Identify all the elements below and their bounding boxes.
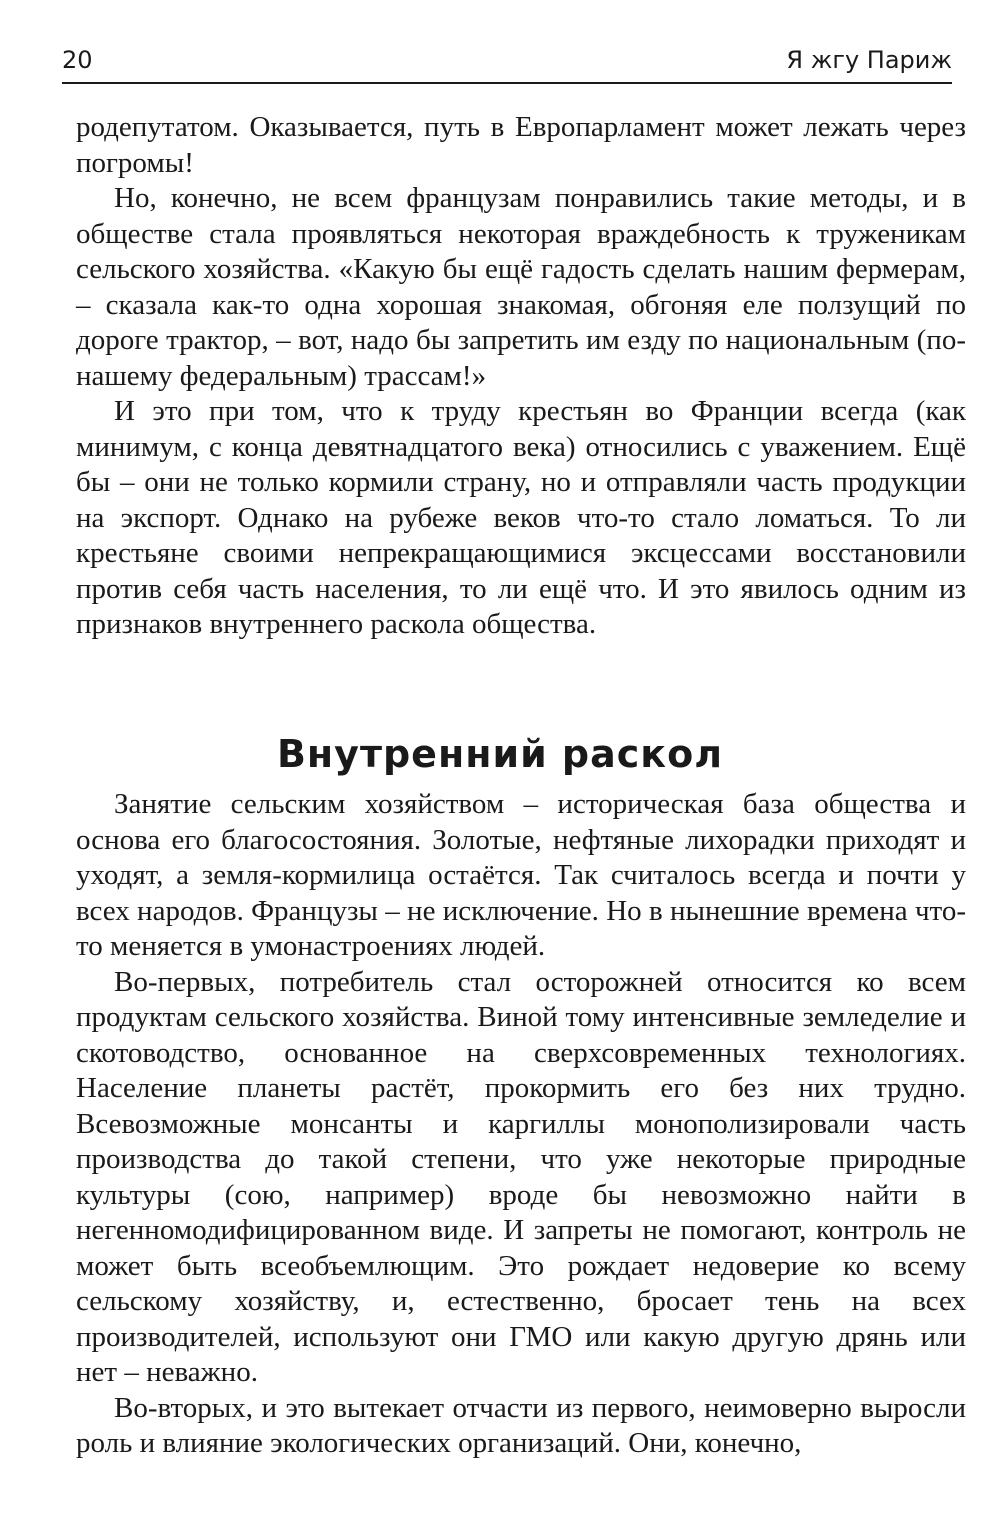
paragraph: Занятие сельским хозяйством – историческая база общества и основа его благосостояния. Золотые, нефтяные лихорадки приходят и уходят, а земля-кормилица остаётся. Так считалось всегда и почти у всех народов. Французы – не исключение. Но в нынешние времена что-то меняется в умонастроениях людей. <box>76 788 966 962</box>
text-block-top <box>76 110 966 643</box>
paragraph: И это при том, что к труду крестьян во Франции всегда (как минимум, с конца девятнадцатого века) относились с уважением. Ещё бы – они не только кормили страну, но и отправляли часть продукции на экспорт. Однако на рубеже веков что-то стало ломаться. То ли крестьяне своими непрекращающимися эксцессами восстановили против себя часть населения, то ли ещё что. И это явилось одним из признаков внутреннего раскола общества. <box>76 395 966 640</box>
section-heading: Внутренний раскол <box>276 731 724 776</box>
running-header <box>62 40 952 84</box>
paragraph: Но, конечно, не всем французам понравились такие методы, и в обществе стала проявляться некоторая враждебность к труженикам сельского хозяйства. «Какую бы ещё гадость сделать нашим фермерам, – сказала как-то одна хорошая знакомая, обгоняя еле ползущий по дороге трактор, – вот, надо бы запретить им езду по национальным (по-нашему федеральным) трассам!» <box>76 182 966 392</box>
running-title: Я жгу Париж <box>786 46 952 74</box>
paragraph: Во-вторых, и это вытекает отчасти из первого, неимоверно выросли роль и влияние экологических организаций. Они, конечно, <box>76 1391 966 1459</box>
text-block-bottom <box>76 787 966 1462</box>
page-number: 20 <box>62 46 93 74</box>
paragraph: Во-первых, потребитель стал осторожней относится ко всем продуктам сельского хозяйства. Виной тому интенсивные земледелие и скотоводство, основанное на сверхсовременных технологиях. Население планеты растёт, прокормить его без них трудно. Всевозможные монсанты и каргиллы монополизировали часть производства до такой степени, что уже некоторые природные культуры (сою, например) вроде бы невозможно найти в негенномодифицированном виде. И запреты не помогают, контроль не может быть всеобъемлющим. Это рождает недоверие ко всему сельскому хозяйству, и, естественно, бросает тень на всех производителей, используют они ГМО или какую другую дрянь или нет – неважно. <box>76 965 966 1388</box>
paragraph: родепутатом. Оказывается, путь в Европарламент может лежать через погромы! <box>76 111 966 179</box>
